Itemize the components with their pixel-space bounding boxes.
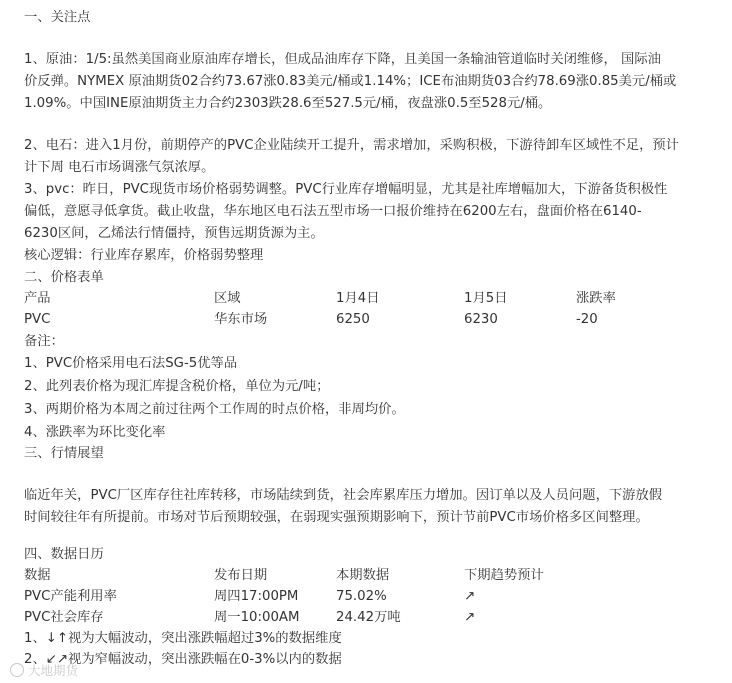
core-logic: 核心逻辑：行业库存累库，价格弱势整理 [24,248,264,263]
price-cell-region: 华东市场 [214,312,268,327]
calendar-cell-release: 周一10:00AM [214,610,300,625]
section-heading-price-table: 二、价格表单 [24,270,104,285]
price-cell-date2: 6230 [464,312,498,327]
note-item: 4、涨跌率为环比变化率 [24,425,166,440]
price-cell-date1: 6250 [336,312,370,327]
price-header-region: 区域 [214,291,241,306]
outlook-line-1: 临近年关，PVC厂区库存往社库转移，市场陆续到货，社会库累库压力增加。因订单以及人员问题，下游放假 [24,488,663,503]
watermark-logo-icon [10,663,24,677]
outlook-line-2: 时间较往年有所提前。市场对节后预期较强，在弱现实强预期影响下，预计节前PVC市场价格多区间整理。 [24,510,649,525]
note-item: 3、两期价格为本周之前过往两个工作周的时点价格，非周均价。 [24,402,405,417]
price-header-change: 涨跌率 [576,291,616,306]
calendar-cell-release: 周四17:00PM [214,589,299,604]
pvc-line-3: 6230区间，乙烯法行情僵持，预售远期货源为主。 [24,226,324,241]
price-header-date1: 1月4日 [336,291,380,306]
note-item: 2、此列表价格为现汇库提含税价格，单位为元/吨； [24,379,330,394]
note-item: 1、PVC价格采用电石法SG-5优等品 [24,356,238,371]
calendar-footnote: 2、↙↗视为窄幅波动，突出涨跌幅在0-3%以内的数据 [24,652,342,667]
calcium-carbide-line-1: 2、电石：进入1月份，前期停产的PVC企业陆续开工提升，需求增加，采购积极，下游待卸车区域性不足，预计 [24,138,679,153]
calendar-header-current: 本期数据 [336,568,390,583]
calendar-header-forecast: 下期趋势预计 [464,568,544,583]
section-heading-focus: 一、关注点 [24,10,91,25]
crude-oil-line-3: 1.09%。中国INE原油期货主力合约2303跌28.6至527.5元/桶，夜盘涨0.5至528元/桶。 [24,96,552,111]
section-heading-calendar: 四、数据日历 [24,547,104,562]
notes-title: 备注： [24,334,64,349]
crude-oil-line-1: 1、原油：1/5:虽然美国商业原油库存增长，但成品油库存下降，且美国一条输油管道临时关闭维修， 国际油 [24,52,661,67]
calendar-footnote: 1、↓↑视为大幅波动，突出涨跌幅超过3%的数据维度 [24,631,342,646]
watermark-text: 大地期货 [28,663,79,678]
watermark [10,660,140,682]
price-header-date2: 1月5日 [464,291,508,306]
trend-arrow-icon: ↗ [464,610,476,625]
pvc-line-2: 偏低，意愿寻低拿货。截止收盘，华东地区电石法五型市场一口报价维持在6200左右，盘面价格在6140- [24,204,642,219]
price-header-product: 产品 [24,291,51,306]
pvc-line-1: 3、pvc：昨日，PVC现货市场价格弱势调整。PVC行业库存增幅明显，尤其是社库增幅加大，下游备货积极性 [24,182,668,197]
calendar-cell-name: PVC社会库存 [24,610,104,625]
price-cell-change: -20 [576,312,598,327]
calendar-cell-name: PVC产能利用率 [24,589,117,604]
calendar-header-release: 发布日期 [214,568,268,583]
calendar-cell-value: 24.42万吨 [336,610,401,625]
calendar-header-data: 数据 [24,568,51,583]
calcium-carbide-line-2: 计下周 电石市场调涨气氛浓厚。 [24,160,215,175]
crude-oil-line-2: 价反弹。NYMEX 原油期货02合约73.67涨0.83美元/桶或1.14%；ICE布油期货03合约78.69涨0.85美元/桶或 [24,74,677,89]
section-heading-outlook: 三、行情展望 [24,446,104,461]
price-cell-product: PVC [24,312,51,327]
trend-arrow-icon: ↗ [464,589,476,604]
calendar-cell-value: 75.02% [336,589,387,604]
